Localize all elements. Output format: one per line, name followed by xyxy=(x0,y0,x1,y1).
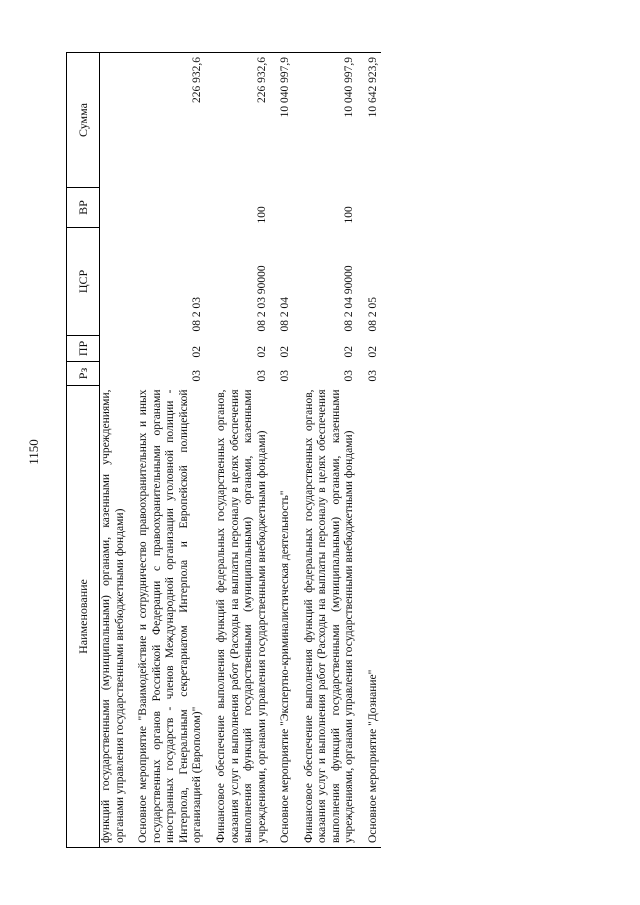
table-header-row xyxy=(67,53,100,848)
row-pr xyxy=(100,336,128,362)
row-sum xyxy=(100,53,128,188)
row-sum: 10 040 997,9 xyxy=(301,53,357,188)
row-pr: 02 xyxy=(279,346,292,358)
row-rz: 03 xyxy=(255,370,268,382)
row-sum: 10 642 923,9 xyxy=(365,53,381,188)
row-name: Основное мероприятие "Экспертно-криминалистическая деятельность" xyxy=(277,386,293,848)
row-sum: 10 040 997,9 xyxy=(277,53,293,188)
table-row xyxy=(301,53,357,848)
header-vr: ВР xyxy=(67,188,100,228)
row-csr: 08 2 03 xyxy=(191,297,204,332)
row-vr: 100 xyxy=(255,206,268,224)
row-csr: 08 2 04 xyxy=(279,297,292,332)
row-pr: 02 xyxy=(255,346,268,358)
row-csr: 08 2 04 90000 xyxy=(343,265,356,332)
row-vr xyxy=(100,188,128,228)
row-vr xyxy=(277,188,293,228)
row-rz: 03 xyxy=(279,370,292,382)
header-rz: Рз xyxy=(67,362,100,386)
table-row xyxy=(213,53,269,848)
header-name: Наименование xyxy=(67,386,100,848)
row-sum: 226 932,6 xyxy=(135,53,205,188)
row-csr: 08 2 03 90000 xyxy=(255,265,268,332)
table-row xyxy=(100,53,128,848)
header-csr: ЦСР xyxy=(67,228,100,336)
row-name: Финансовое обеспечение выполнения функций федеральных государственных органов, оказания услуг и выполнения работ (Расходы на выплаты персоналу в целях обеспечения выполнения функций государственными (муниципальными) органами, казенными учреждениями, органами управления государственными внебюджетными фондами) xyxy=(213,386,269,848)
budget-table xyxy=(66,52,381,848)
row-pr: 02 xyxy=(343,346,356,358)
row-rz xyxy=(100,362,128,386)
row-name: Финансовое обеспечение выполнения функций федеральных государственных органов, оказания услуг и выполнения работ (Расходы на выплаты персоналу в целях обеспечения выполнения функций государственными (муниципальными) органами, казенными учреждениями, органами управления государственными внебюджетными фондами) xyxy=(301,386,357,848)
header-sum: Сумма xyxy=(67,53,100,188)
table-row xyxy=(135,53,205,848)
row-name: Основное мероприятие "Дознание" xyxy=(365,386,381,848)
page-number: 1150 xyxy=(26,439,41,465)
row-name: Основное мероприятие "Взаимодействие и сотрудничество правоохранительных и иных государственных органов Российской Федерации с правоохранительными органами иностранных государств - членов Международной организации уголовной полиции - Интерпола, Генеральным секретариатом Интерпола и Европейской полицейской организацией (Европолом)" xyxy=(135,386,205,848)
row-csr: 08 2 05 xyxy=(367,297,379,332)
row-rz: 03 xyxy=(191,370,204,382)
row-pr: 02 xyxy=(191,346,204,358)
row-name: функций государственными (муниципальными) органами, казенными учреждениями, органами управления государственными внебюджетными фондами) xyxy=(100,386,128,848)
row-rz: 03 xyxy=(367,370,379,382)
budget-table-rotated xyxy=(66,53,610,848)
row-vr xyxy=(135,188,205,228)
header-pr: ПР xyxy=(67,336,100,362)
table-row xyxy=(277,53,293,848)
row-csr xyxy=(100,228,128,336)
table-row xyxy=(365,53,381,848)
row-sum: 226 932,6 xyxy=(213,53,269,188)
row-vr: 100 xyxy=(343,206,356,224)
row-pr: 02 xyxy=(367,346,379,358)
row-vr xyxy=(365,188,381,228)
row-rz: 03 xyxy=(343,370,356,382)
